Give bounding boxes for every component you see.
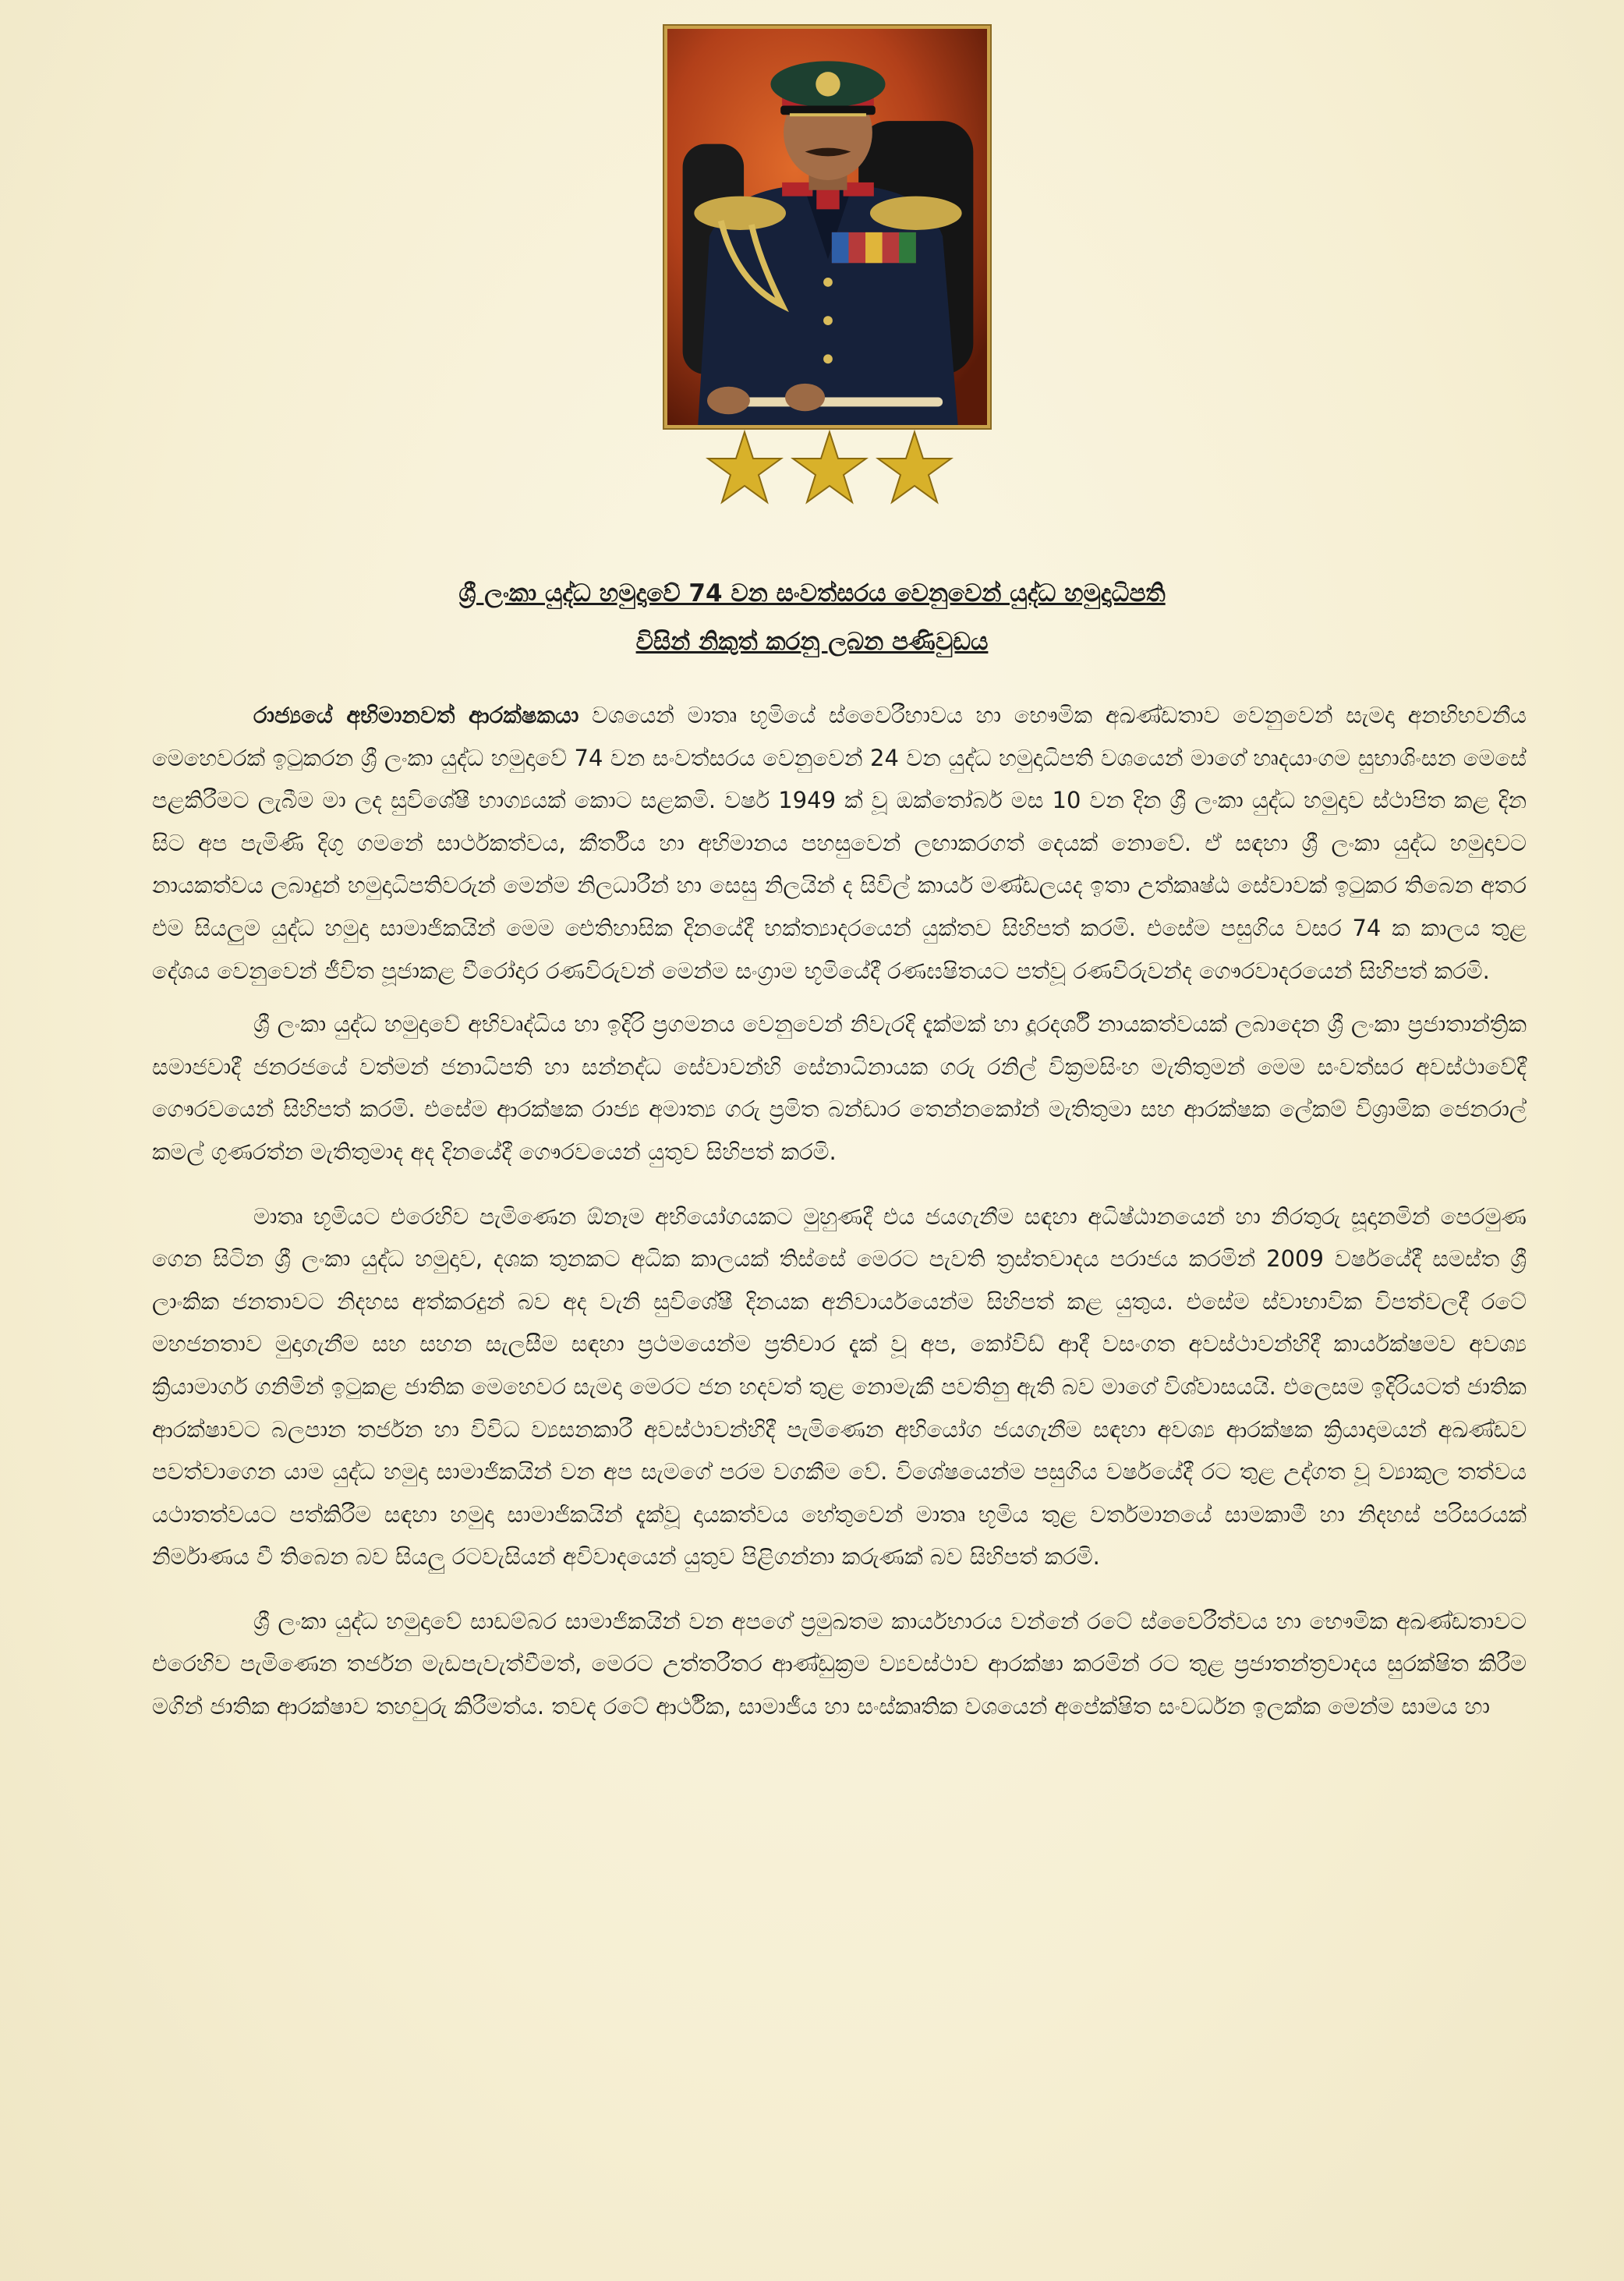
commander-portrait [664, 26, 990, 428]
star-icon [791, 429, 869, 507]
star-icon [706, 429, 784, 507]
paragraph-1-text: වශයෙන් මාතෘ භූමියේ ස්වෛරීභාවය හා භෞමික අඛණ්ඩතාව වෙනුවෙන් සැමදා අනභිභවනීය මෙහෙවරක් ඉටුකරන ශ්‍රී ලංකා යුද්ධ හමුදාවේ 74 වන සංවත්සරය වෙනුවෙන් 24 වන යුද්ධ හමුදාධිපති වශයෙන් මාගේ හෘදයාංගම සුභාශිංසන මෙසේ පළකිරීමට ලැබීම මා ලද සුවිශේෂී භාග්‍යයක් කොට සළකමි. වර්ෂ 1949 ක් වූ ඔක්තෝබර් මස 10 වන දින ශ්‍රී ලංකා යුද්ධ හමුදාව ස්ථාපිත කළ දින සිට අප පැමිණි දිගු ගමනේ සාර්ථකත්වය, කීර්තිය හා අභිමානය පහසුවෙන් ලඟාකරගත් දෙයක් නොවේ. ඒ සඳහා ශ්‍රී ලංකා යුද්ධ හමුදාවට නායකත්වය ලබාදුන් හමුදාධිපතිවරුන් මෙන්ම නිලධාරීන් හා සෙසු නිලයින් ද සිවිල් කාර්ය මණ්ඩලයද ඉතා උත්කෘෂ්ඨ සේවාවක් ඉටුකර තිබෙන අතර එම සියලුම යුද්ධ හමුදා සාමාජිකයින් මෙම ඓතිහාසික දිනයේදී භක්ත්‍යාදරයෙන් යුක්තව සිහිපත් කරමි. එසේම පසුගිය වසර 74 ක කාලය තුළ දේශය වෙනුවෙන් ජීවිත පූජාකළ වීරෝදාර රණවිරුවන් මෙන්ම සංග්‍රාම භූමියේදී රණඝෂිතයට පත්වූ රණවිරුවන්ද ගෞරවාදරයෙන් සිහිපත් කරමි. [152, 702, 1527, 984]
paragraph-4: ශ්‍රී ලංකා යුද්ධ හමුදාවේ සාඩම්බර සාමාජිකයින් වන අපගේ ප්‍රමුඛතම කාර්යභාරය වන්නේ රටේ ස්වෛරීත්වය හා භෞමික අඛණ්ඩතාවට එරෙහිව පැමිණෙන තර්ජන මැඩපැවැත්වීමත්, මෙරට උත්තරීතර ආණ්ඩුක්‍රම ව්‍යවස්ථාව ආරක්ෂා කරමින් රට තුළ ප්‍රජාතන්ත්‍රවාදය සුරක්ෂිත කිරීම මගින් ජාතික ආරක්ෂාව තහවුරු කිරීමත්ය. තවද රටේ ආර්ථික, සාමාජීය හා සංස්කෘතික වශයෙන් අපේක්ෂිත සංවර්ධන ඉලක්ක මෙන්ම සාමය හා [152, 1607, 1527, 1720]
title-line-2: විසින් නිකුත් කරනු ලබන පණිවුඩය [635, 628, 989, 656]
paragraph-3: මාතෘ භූමියට එරෙහිව පැමිණෙන ඕනෑම අභියෝගයකට මුහුණදී එය ජයගැනීම සඳහා අධිෂ්ඨානයෙන් හා නිරතුරු සූදානමින් පෙරමුණ ගෙන සිටින ශ්‍රී ලංකා යුද්ධ හමුදාව, දශක තුනකට අධික කාලයක් තිස්සේ මෙරට පැවති ත්‍රස්තවාදය පරාජය කරමින් 2009 වර්ෂයේදී සමස්ත ශ්‍රී ලාංකික ජනතාවට නිදහස අත්කරදුන් බව අද වැනි සුවිශේෂී දිනයක අනිවාර්යයෙන්ම සිහිපත් කළ යුතුය. එසේම ස්වාභාවික විපත්වලදී රටේ මහජනතාව මුදාගැනීම සහ සහන සැලසීම සඳහා ප්‍රථමයෙන්ම ප්‍රතිචාර දැක් වූ අප, කෝවිඩ් ආදී වසංගත අවස්ථාවන්හිදී කාර්යක්ෂමව අවශ්‍ය ක්‍රියාමාර්ග ගනිමින් ඉටුකළ ජාතික මෙහෙවර සැමදා මෙරට ජන හදවත් තුළ නොමැකී පවතිනු ඇති බව මාගේ විශ්වාසයයි. එලෙසම ඉදිරියටත් ජාතික ආරක්ෂාවට බලපාන තර්ජන හා විවිධ ව්‍යසනකාරී අවස්ථාවන්හිදී පැමිණෙන අභියෝග ජයගැනීම සඳහා අවශ්‍ය ආරක්ෂක ක්‍රියාදාමයන් අඛණ්ඩව පවත්වාගෙන යාම යුද්ධ හමුදා සාමාජිකයින් වන අප සැමගේ පරම වගකීම වේ. විශේෂයෙන්ම පසුගිය වර්ෂයේදී රට තුළ උද්ගත වූ ව්‍යාකුල තත්වය යථාතත්වයට පත්කිරීම සඳහා හමුදා සාමාජිකයින් දැක්වූ දායකත්වය හේතුවෙන් මාතෘ භූමිය තුළ වර්තමානයේ සාමකාමී හා නිදහස් පරිසරයක් නිර්මාණය වී තිබෙන බව සියලු රටවැසියන් අවිවාදයෙන් යුතුව පිළිගන්නා කරුණක් බව සිහිපත් කරමි. [152, 1202, 1527, 1571]
star-icon [876, 429, 954, 507]
message-title [234, 569, 1390, 666]
rank-stars [706, 429, 954, 507]
paragraph-2: ශ්‍රී ලංකා යුද්ධ හමුදාවේ අභිවෘද්ධිය හා ඉදිරි ප්‍රගමනය වෙනුවෙන් නිවැරදි දැක්මක් හා දූරදර්ශී නායකත්වයක් ලබාදෙන ශ්‍රී ලංකා ප්‍රජාතාන්ත්‍රික සමාජවාදී ජනරජයේ වත්මන් ජනාධිපති හා සන්නද්ධ සේවාවන්හි සේනාධිනායක ගරු රනිල් වික්‍රමසිංහ මැතිතුමන් මෙම සංවත්සර අවස්ථාවේදී ගෞරවයෙන් සිහිපත් කරමි. එසේම ආරක්ෂක රාජ්‍ය අමාත්‍ය ගරු ප්‍රමිත බන්ඩාර තෙන්නකෝන් මැතිතුමා සහ ආරක්ෂක ලේකම් විශ්‍රාමික ජෙනරාල් කමල් ගුණරත්න මැතිතුමාද අද දිනයේදී ගෞරවයෙන් යුතුව සිහිපත් කරමි. [152, 1011, 1527, 1165]
title-line-1: ශ්‍රී ලංකා යුද්ධ හමුදාවේ 74 වන සංවත්සරය වෙනුවෙන් යුද්ධ හමුදාධිපති [458, 579, 1166, 607]
message-body [152, 694, 1527, 1739]
paragraph-1-lead: රාජ්‍යයේ අභිමානවත් ආරක්ෂකයා [253, 702, 579, 728]
paragraph-1 [152, 694, 1527, 992]
